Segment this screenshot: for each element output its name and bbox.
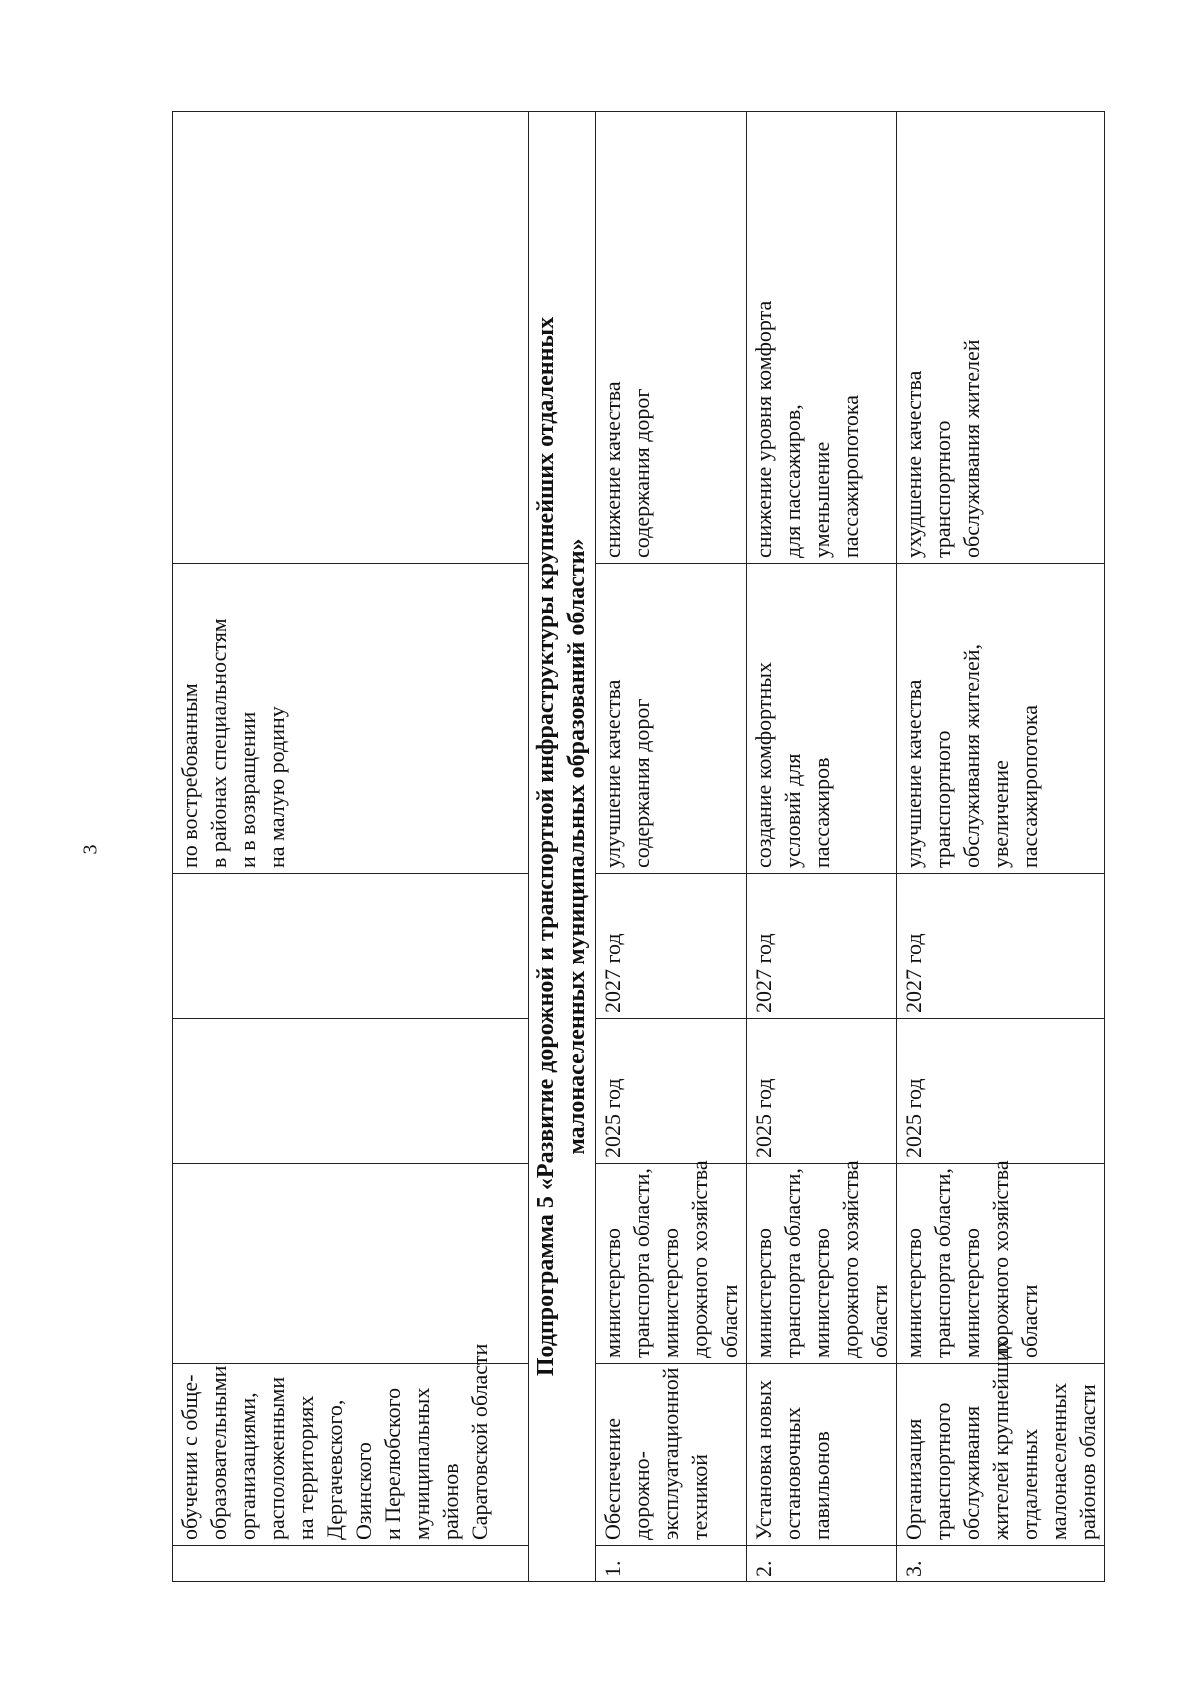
cell-start: 2025 год (746, 1019, 896, 1164)
cell-result (746, 564, 896, 874)
text-line: транспортного (929, 420, 955, 558)
text-line: пассажиропотока (1016, 704, 1042, 868)
text-line: области (1016, 1284, 1042, 1358)
text-line: снижение уровня комфорта (750, 300, 776, 558)
text-line: транспорта области, (629, 1168, 655, 1358)
text-line: ухудшение качества (900, 370, 926, 558)
text-line: обслуживания жителей (958, 339, 984, 558)
cell-executor (896, 1160, 1104, 1364)
text-line: увеличение (987, 760, 1013, 868)
text-line: министерство (750, 1227, 776, 1358)
table-row (896, 112, 1104, 1582)
text-line: области (866, 1284, 892, 1358)
text-line: улучшение качества (600, 679, 626, 868)
text-line: транспортного (929, 1402, 955, 1540)
text-line: образовательными (206, 1365, 232, 1540)
text-line: Обеспечение (600, 1418, 626, 1540)
text-line: Дергачевского, (322, 1399, 348, 1540)
text-line: Саратовской области (467, 1343, 493, 1540)
text-line: министерство (958, 1227, 984, 1358)
text-line: создание комфортных (750, 661, 776, 868)
text-line: эксплуатационной (658, 1367, 684, 1540)
cell-consequence-empty (173, 112, 529, 564)
cell-result-continued (173, 564, 529, 874)
text-line: пассажиропотока (837, 394, 863, 558)
text-line: районов области (1074, 1384, 1100, 1540)
text-line: министерство (808, 1227, 834, 1358)
cell-result (596, 564, 746, 874)
cell-number: 2. (746, 1546, 896, 1582)
measures-table (172, 111, 1105, 1582)
text-line: Озинского (351, 1442, 377, 1540)
cell-consequence (746, 112, 896, 564)
text-line: на малую родину (264, 706, 290, 868)
text-line: обслуживания (958, 1405, 984, 1540)
text-line: Организация (900, 1418, 926, 1540)
text-line: остановочных (779, 1406, 805, 1540)
cell-consequence (896, 112, 1104, 564)
text-line: уменьшение (808, 441, 834, 558)
text-line: дорожного хозяйства (837, 1160, 863, 1358)
text-line: Подпрограмма 5 «Развитие дорожной и транспортной инфраструктуры крупнейших отдаленных (533, 316, 559, 1377)
text-line: транспорта области, (779, 1168, 805, 1358)
text-line: содержания дорог (629, 698, 655, 868)
document-table-rotated (172, 112, 1102, 1582)
text-line: на территориях (293, 1395, 319, 1540)
cell-end: 2027 год (746, 874, 896, 1019)
cell-number: 3. (896, 1546, 1104, 1582)
text-line: улучшение качества (900, 679, 926, 868)
text-line: павильонов (808, 1431, 834, 1540)
cell-end: 2027 год (596, 874, 746, 1019)
text-line: министерство (600, 1227, 626, 1358)
text-line: содержания дорог (629, 388, 655, 558)
subprogram-heading-row (529, 112, 596, 1582)
cell-executor-empty (173, 1164, 529, 1364)
text-line: расположенными (264, 1376, 290, 1540)
table-row-continued (173, 112, 529, 1582)
text-line: дорожного хозяйства (687, 1160, 713, 1358)
text-line: и в возвращении (235, 711, 261, 868)
cell-activity (746, 1364, 896, 1546)
cell-start-empty (173, 1019, 529, 1164)
cell-activity-continued (173, 1343, 529, 1546)
text-line: техникой (687, 1454, 713, 1540)
text-line: жителей крупнейших (987, 1338, 1013, 1540)
text-line: малонаселенных муниципальных образований области» (564, 538, 591, 1155)
cell-result (896, 564, 1104, 874)
text-line: и Перелюбского (380, 1387, 406, 1540)
cell-activity (896, 1338, 1104, 1546)
cell-number-empty (173, 1546, 529, 1582)
text-line: муниципальных (409, 1387, 435, 1540)
table-row (746, 112, 896, 1582)
cell-start: 2025 год (896, 1019, 1104, 1164)
text-line: районов (438, 1463, 464, 1540)
text-line: малонаселенных (1045, 1382, 1071, 1540)
cell-executor (596, 1160, 746, 1364)
cell-end: 2027 год (896, 874, 1104, 1019)
cell-consequence (596, 112, 746, 564)
table-row (596, 112, 746, 1582)
text-line: дорожного хозяйства (987, 1160, 1013, 1358)
text-line: организациями, (235, 1392, 261, 1540)
page-number: 3 (79, 844, 102, 855)
text-line: отдаленных (1016, 1428, 1042, 1540)
text-line: в районах специальностям (206, 618, 232, 868)
text-line: транспортного (929, 730, 955, 868)
cell-start: 2025 год (596, 1019, 746, 1164)
cell-end-empty (173, 874, 529, 1019)
subprogram-title (529, 112, 596, 1582)
text-line: по востребованным (177, 683, 202, 868)
text-line: Установка новых (750, 1379, 776, 1540)
text-line: министерство (900, 1227, 926, 1358)
text-line: снижение качества (600, 381, 626, 558)
text-line: транспорта области, (929, 1168, 955, 1358)
text-line: министерство (658, 1227, 684, 1358)
text-line: пассажиров (808, 757, 834, 868)
cell-executor (746, 1160, 896, 1364)
text-line: обучении с обще- (177, 1374, 202, 1540)
text-line: области (716, 1284, 742, 1358)
text-line: обслуживания жителей, (958, 643, 984, 868)
text-line: для пассажиров, (779, 404, 805, 558)
cell-number: 1. (596, 1546, 746, 1582)
cell-activity (596, 1364, 746, 1546)
text-line: дорожно- (629, 1451, 655, 1540)
text-line: условий для (779, 753, 805, 868)
